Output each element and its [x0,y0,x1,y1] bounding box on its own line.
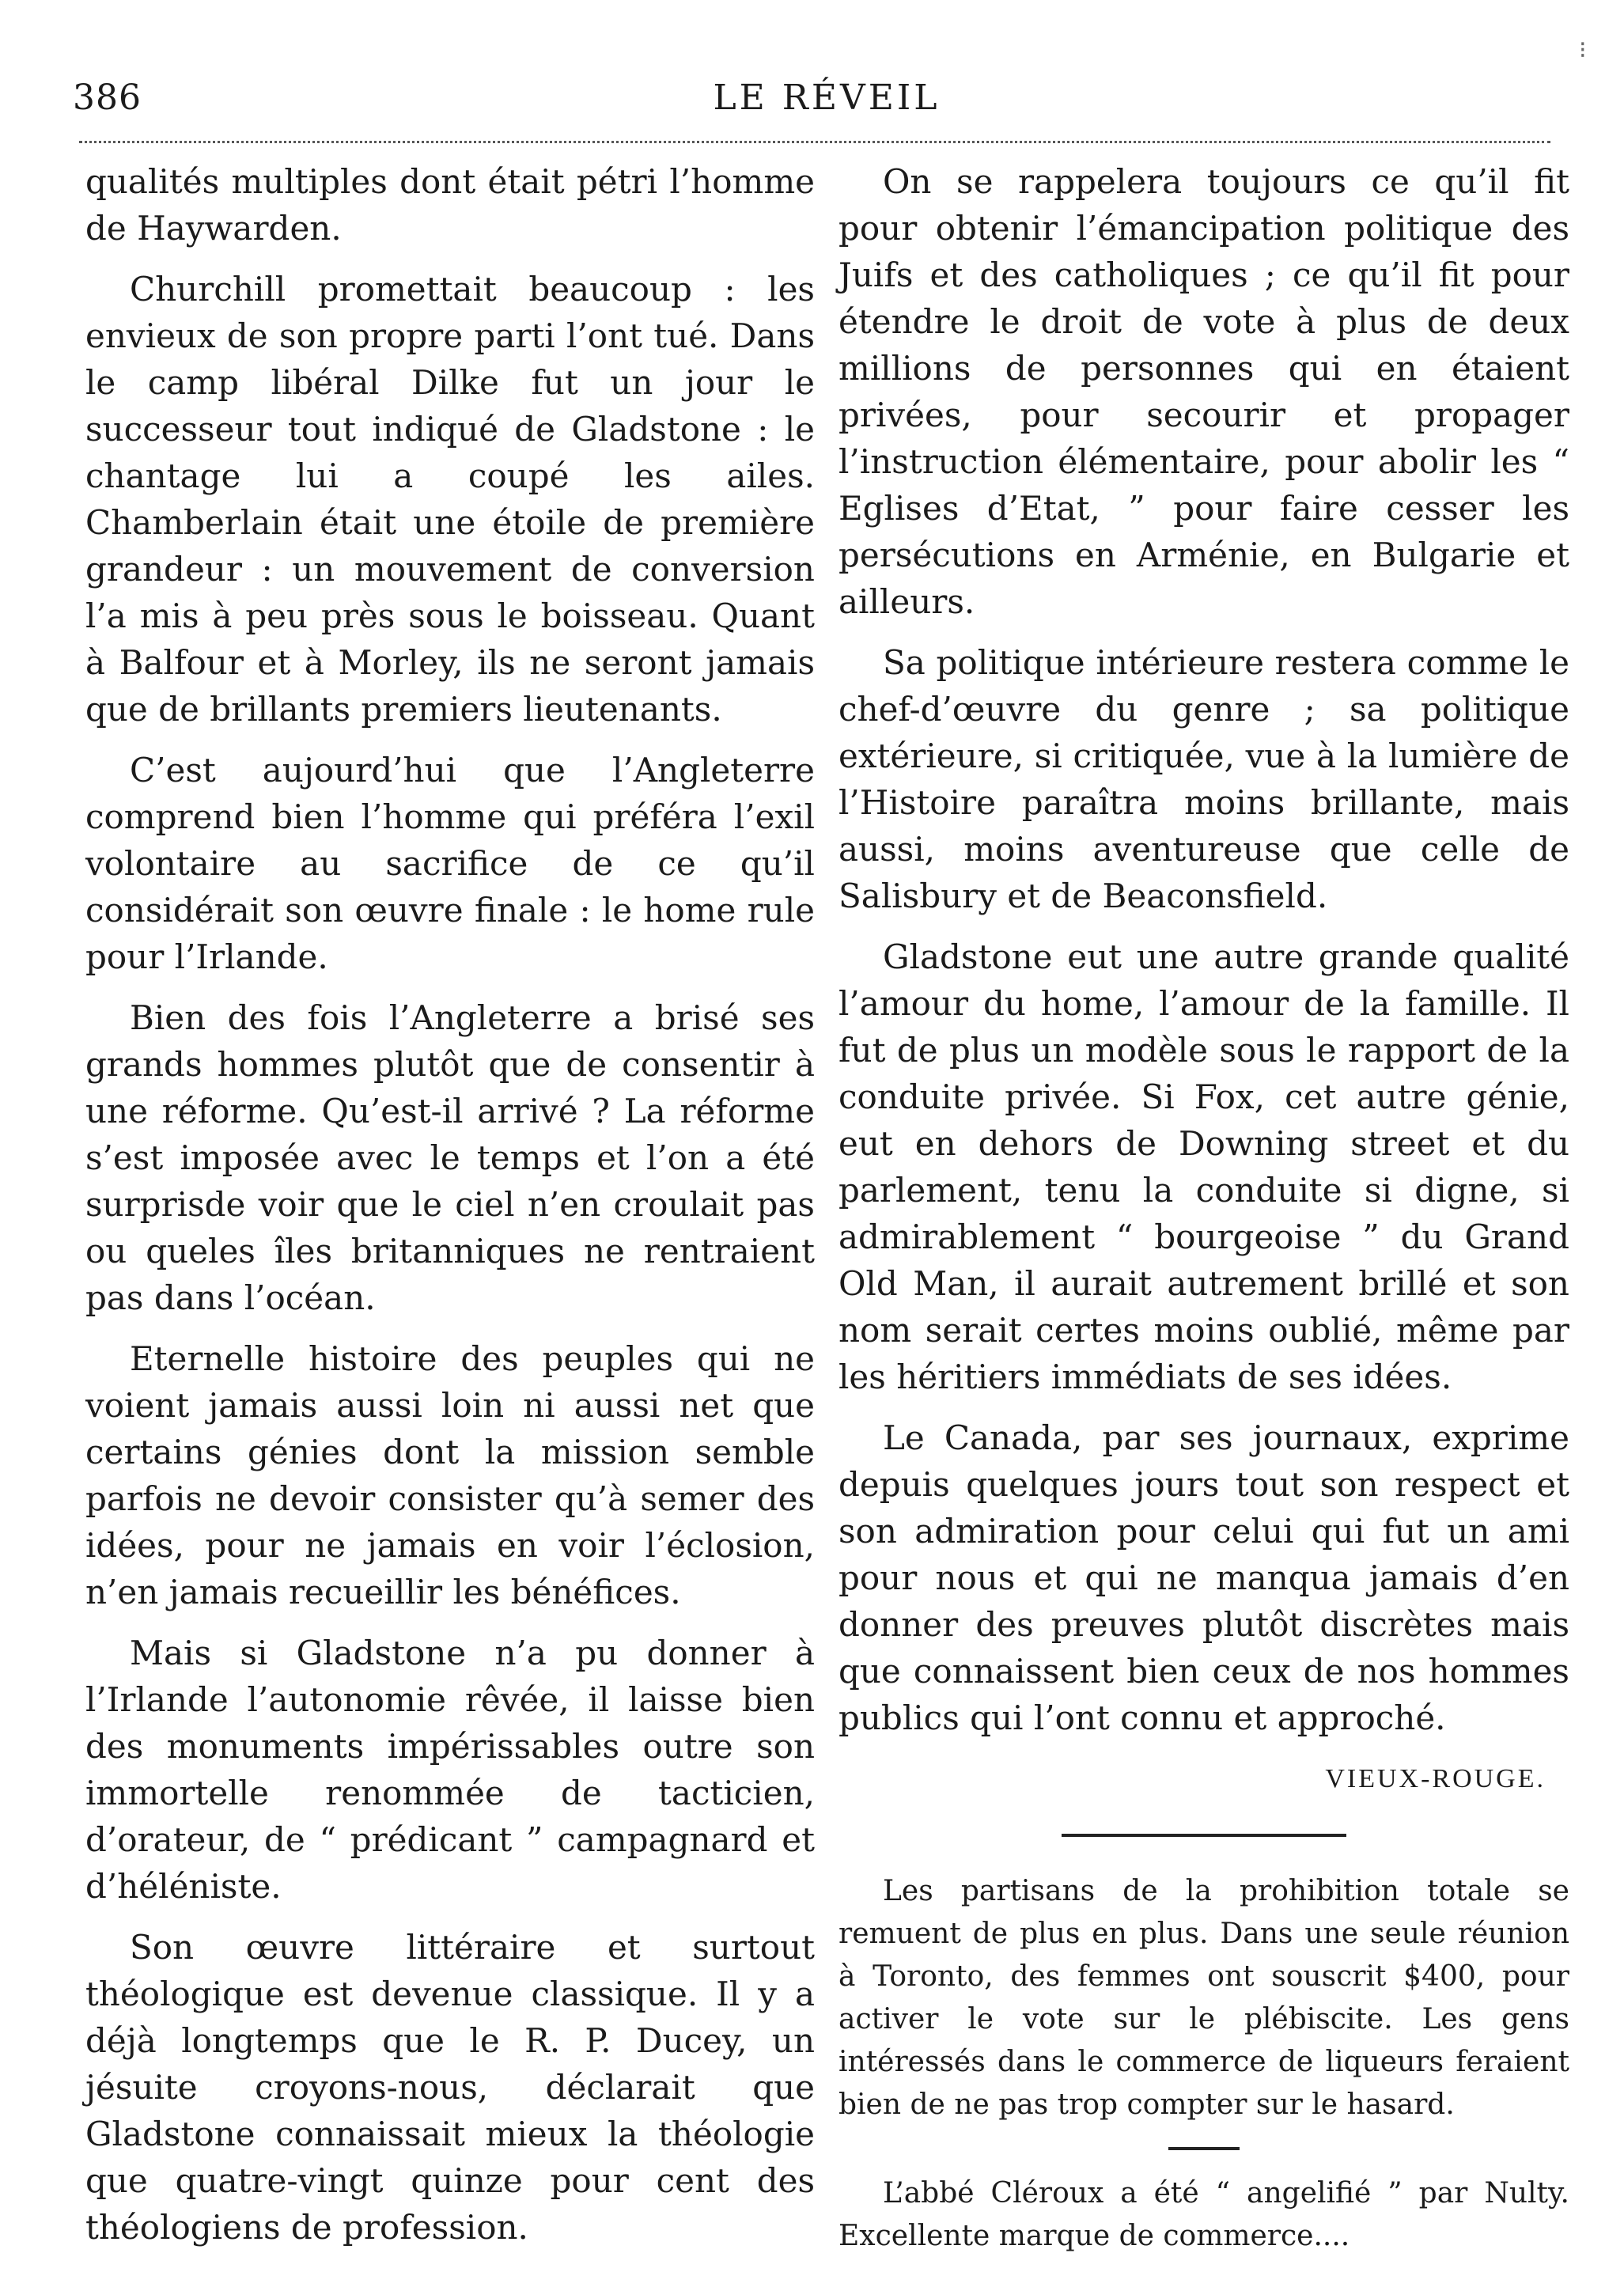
news-note: Les partisans de la prohibition totale se remuent de plus en plus. Dans une seule réunion à Toronto, des femmes ont souscrit $400, pour activer le vote sur le plébiscite. Les gens intéressés dans le commerce de liqueurs feraient bien de ne pas trop compter sur le hasard. [838,1875,1569,2121]
paragraph: C’est aujourd’hui que l’Angleterre comprend bien l’homme qui préféra l’exil volontaire au sacrifice de ce qu’il considérait son œuvre finale : le home rule pour l’Irlande. [85,751,815,976]
paragraph: Bien des fois l’Angleterre a brisé ses grands hommes plutôt que de consentir à une réforme. Qu’est-il arrivé ? La réforme s’est imposée avec le temps et l’on a été surprisde voir que le ciel n’en croulait pas ou queles îles britanniques ne rentraient pas dans l’océan. [85,998,815,1317]
paragraph: On se rappelera toujours ce qu’il fit pour obtenir l’émancipation politique des Juifs et des catholiques ; ce qu’il fit pour étendre le droit de vote à plus de deux millions de personnes qui en étaient privées, pour secourir et propager l’instruction élémentaire, pour abolir les “ Eglises d’Etat, ” pour faire cesser les persécutions en Arménie, en Bulgarie et ailleurs. [838,162,1569,621]
paragraph: Churchill promettait beaucoup : les envieux de son propre parti l’ont tué. Dans le camp libéral Dilke fut un jour le successeur tout indiqué de Gladstone : le chantage lui a coupé les ailes. Chamberlain était une étoile de première grandeur : un mouvement de conversion l’a mis à peu près sous le boisseau. Quant à Balfour et à Morley, ils ne seront jamais que de brillants premiers lieutenants. [85,270,815,729]
paragraph: Eternelle histoire des peuples qui ne voient jamais aussi loin ni aussi net que certains génies dont la mission semble parfois ne devoir consister qu’à semer des idées, pour ne jamais en voir l’éclosion, n’en jamais recueillir les bénéfices. [85,1339,815,1611]
page-header [73,78,1580,125]
paragraph: qualités multiples dont était pétri l’homme de Haywarden. [85,162,815,248]
margin-mark: ⁝ [1579,36,1587,64]
header-rule [79,141,1550,143]
running-title: LE RÉVEIL [713,78,941,118]
author-signature: VIEUX-ROUGE. [1325,1764,1546,1793]
left-column [85,158,815,2265]
paragraph: Gladstone eut une autre grande qualité l’amour du home, l’amour de la famille. Il fut de plus un modèle sous le rapport de la conduite privée. Si Fox, cet autre génie, eut en dehors de Downing street et du parlement, tenu la conduite si digne, si admirablement “ bourgeoise ” du Grand Old Man, il aurait autrement brillé et son nom serait certes moins oublié, même par les héritiers immédiats de ses idées. [838,937,1569,1396]
paragraph: Sa politique intérieure restera comme le chef-d’œuvre du genre ; sa politique extérieure, si critiquée, vue à la lumière de l’Histoire paraîtra moins brillante, mais aussi, moins aventureuse que celle de Salisbury et de Beaconsfield. [838,643,1569,915]
section-divider [1062,1834,1346,1837]
news-note: L’abbé Cléroux a été “ angelifié ” par Nulty. Excellente marque de commerce.... [838,2177,1569,2252]
right-column [838,158,1569,2272]
note-divider [1168,2147,1240,2150]
paragraph: Son œuvre littéraire et surtout théologique est devenue classique. Il y a déjà longtemps que le R. P. Ducey, un jésuite croyons-nous, déclarait que Gladstone connaissait mieux la théologie que quatre-vingt quinze pour cent des théologiens de profession. [85,1928,815,2247]
paragraph: Le Canada, par ses journaux, exprime depuis quelques jours tout son respect et son admiration pour celui qui fut un ami pour nous et qui ne manqua jamais d’en donner des preuves plutôt discrètes mais que connaissent bien ceux de nos hommes publics qui l’ont connu et approché. [838,1418,1569,1737]
paragraph: Mais si Gladstone n’a pu donner à l’Irlande l’autonomie rêvée, il laisse bien des monuments impérissables outre son immortelle renommée de tacticien, d’orateur, de “ prédicant ” campagnard et d’héléniste. [85,1634,815,1906]
page-number: 386 [73,78,142,118]
